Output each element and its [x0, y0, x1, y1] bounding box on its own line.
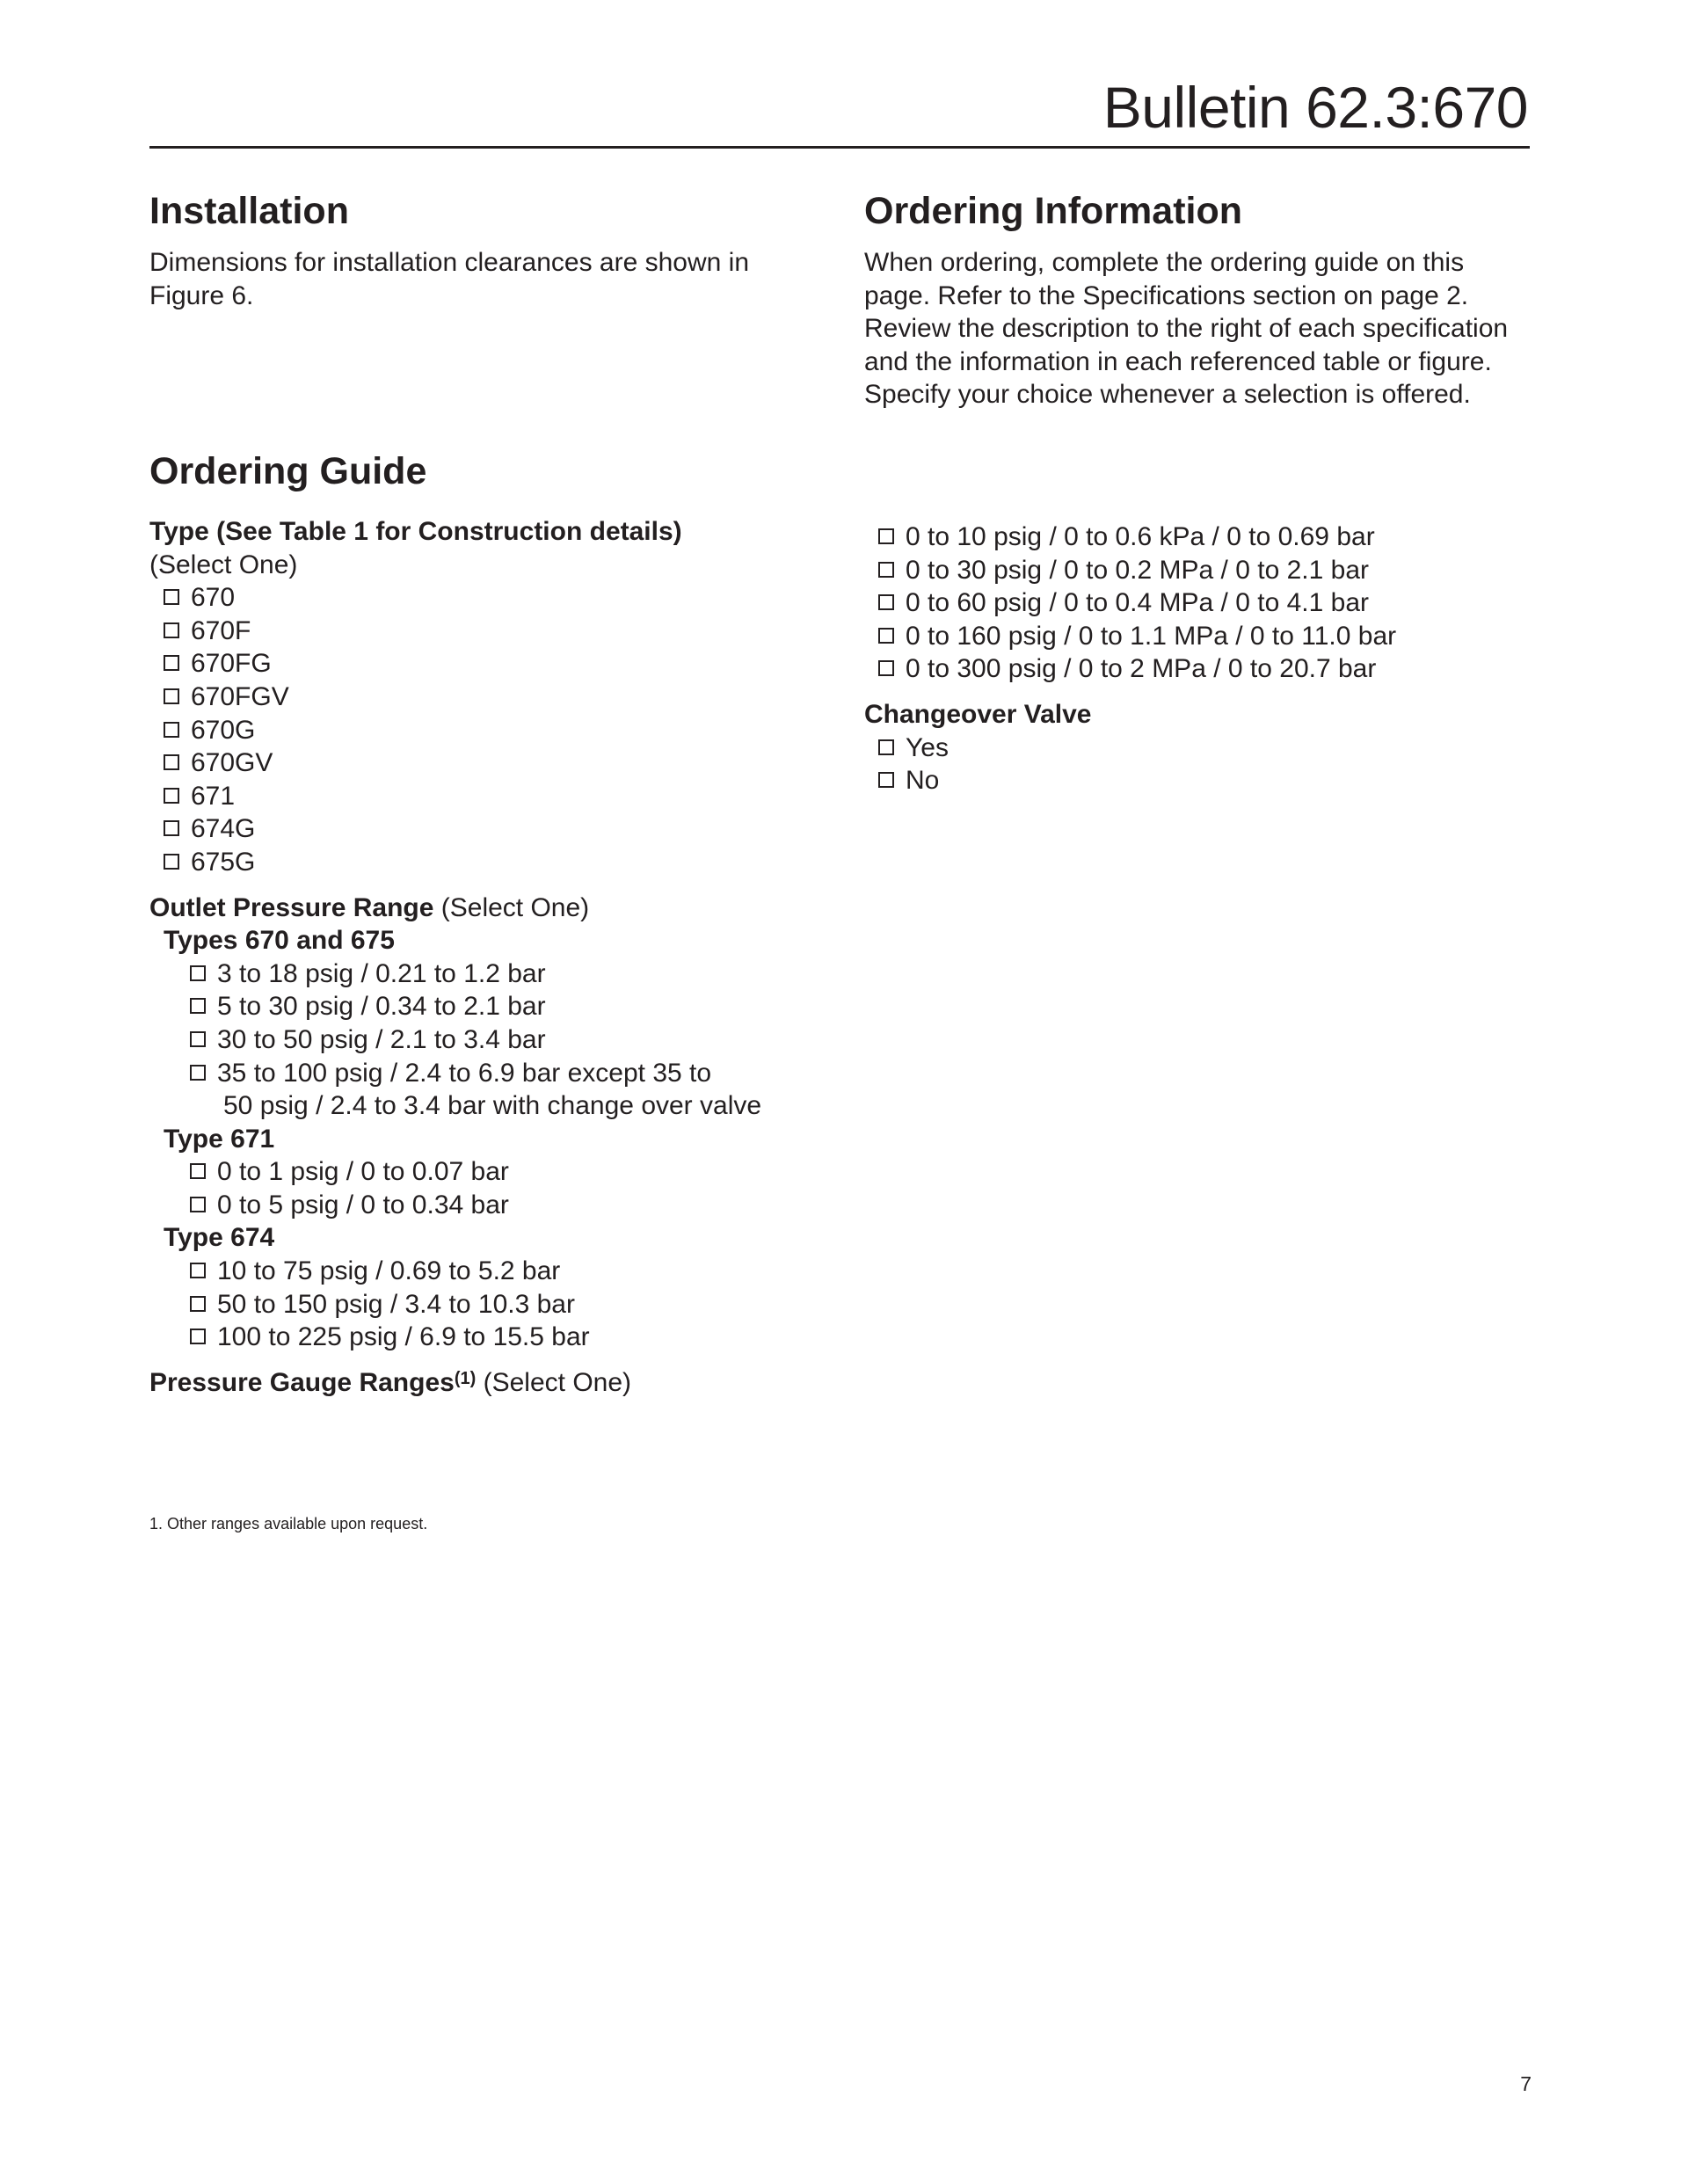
outlet-pressure-group — [149, 892, 818, 1354]
outlet-option[interactable]: 5 to 30 psig / 0.34 to 2.1 bar — [149, 990, 818, 1023]
checkbox[interactable] — [190, 1197, 206, 1212]
type-select-one: (Select One) — [149, 550, 298, 579]
checkbox[interactable] — [878, 628, 894, 644]
gauge-heading: Pressure Gauge Ranges$^{(1)}$ (Select One) — [149, 1367, 632, 1397]
outlet-option[interactable]: 0 to 1 psig / 0 to 0.07 bar — [149, 1155, 818, 1189]
checkbox[interactable] — [190, 1163, 206, 1179]
outlet-option[interactable]: 3 to 18 psig / 0.21 to 1.2 bar — [149, 957, 818, 991]
changeover-option-no[interactable]: No — [864, 764, 1532, 797]
type-option[interactable]: 670GV — [149, 746, 818, 780]
outlet-heading: Outlet Pressure Range (Select One) — [149, 892, 590, 922]
checkbox[interactable] — [164, 589, 179, 605]
outlet-option[interactable]: 50 to 150 psig / 3.4 to 10.3 bar — [149, 1288, 818, 1321]
changeover-heading: Changeover Valve — [864, 699, 1092, 729]
gauge-option[interactable]: 0 to 300 psig / 0 to 2 MPa / 0 to 20.7 bar — [864, 652, 1532, 686]
changeover-group — [864, 698, 1532, 797]
checkbox[interactable] — [878, 594, 894, 610]
checkbox[interactable] — [164, 788, 179, 804]
ordering-guide-section — [149, 448, 818, 1399]
checkbox[interactable] — [190, 1263, 206, 1278]
type-option[interactable]: 670F — [149, 615, 818, 648]
checkbox[interactable] — [164, 655, 179, 671]
bulletin-number: Bulletin 62.3:670 — [1102, 75, 1528, 140]
type-option[interactable]: 675G — [149, 846, 818, 879]
checkbox[interactable] — [164, 622, 179, 638]
outlet-option[interactable]: 30 to 50 psig / 2.1 to 3.4 bar — [149, 1023, 818, 1057]
installation-text: Dimensions for installation clearances are shown in Figure 6. — [149, 248, 750, 310]
checkbox[interactable] — [190, 1296, 206, 1312]
checkbox[interactable] — [164, 820, 179, 836]
outlet-option[interactable]: 100 to 225 psig / 6.9 to 15.5 bar — [149, 1321, 818, 1354]
checkbox[interactable] — [878, 772, 894, 788]
outlet-option[interactable]: 10 to 75 psig / 0.69 to 5.2 bar — [149, 1255, 818, 1288]
type-option[interactable]: 670FG — [149, 647, 818, 681]
checkbox[interactable] — [190, 1065, 206, 1081]
type-option[interactable]: 674G — [149, 812, 818, 846]
checkbox[interactable] — [190, 1031, 206, 1047]
checkbox[interactable] — [878, 562, 894, 578]
type-option[interactable]: 670G — [149, 714, 818, 747]
checkbox[interactable] — [164, 688, 179, 704]
outlet-option[interactable]: 35 to 100 psig / 2.4 to 6.9 bar except 35 to — [149, 1057, 818, 1090]
ordering-guide-title: Ordering Guide — [149, 450, 427, 492]
checkbox[interactable] — [190, 998, 206, 1014]
outlet-option-continuation: 50 psig / 2.4 to 3.4 bar with change over valve — [223, 1091, 762, 1121]
group-label-671: Type 671 — [164, 1124, 275, 1154]
type-group — [149, 515, 818, 879]
group-label-674: Type 674 — [164, 1223, 275, 1253]
gauge-options-section — [864, 521, 1532, 797]
outlet-option[interactable]: 0 to 5 psig / 0 to 0.34 bar — [149, 1189, 818, 1222]
checkbox[interactable] — [164, 722, 179, 738]
installation-title: Installation — [149, 190, 349, 232]
checkbox[interactable] — [164, 854, 179, 870]
checkbox[interactable] — [878, 739, 894, 755]
gauge-option[interactable]: 0 to 160 psig / 0 to 1.1 MPa / 0 to 11.0 bar — [864, 620, 1532, 653]
gauge-option[interactable]: 0 to 10 psig / 0 to 0.6 kPa / 0 to 0.69 bar — [864, 521, 1532, 554]
ordering-information-text: When ordering, complete the ordering guide on this page. Refer to the Specifications section on page 2. Review the description to the right of each specification and the information in each referenced table or figure. Specify your choice whenever a selection is offered. — [864, 248, 1509, 410]
type-option[interactable]: 670FGV — [149, 681, 818, 714]
changeover-option-yes[interactable]: Yes — [864, 732, 1532, 765]
gauge-option[interactable]: 0 to 60 psig / 0 to 0.4 MPa / 0 to 4.1 bar — [864, 586, 1532, 620]
footnote: 1. Other ranges available upon request. — [149, 1515, 428, 1532]
installation-section — [149, 188, 818, 312]
ordering-information-title: Ordering Information — [864, 190, 1242, 232]
type-option[interactable]: 671 — [149, 780, 818, 813]
gauge-heading-block — [149, 1366, 818, 1400]
type-option[interactable]: 670 — [149, 581, 818, 615]
footnote-reference: (1) — [454, 1368, 477, 1388]
page-number: 7 — [1520, 2072, 1532, 2095]
ordering-information-section — [864, 188, 1532, 411]
header-rule — [149, 146, 1530, 149]
group-label-670-675: Types 670 and 675 — [164, 926, 395, 956]
type-heading: Type (See Table 1 for Construction details) — [149, 517, 682, 546]
checkbox[interactable] — [878, 660, 894, 676]
gauge-option[interactable]: 0 to 30 psig / 0 to 0.2 MPa / 0 to 2.1 bar — [864, 554, 1532, 587]
checkbox[interactable] — [190, 1329, 206, 1344]
checkbox[interactable] — [190, 965, 206, 981]
checkbox[interactable] — [878, 528, 894, 544]
checkbox[interactable] — [164, 754, 179, 770]
